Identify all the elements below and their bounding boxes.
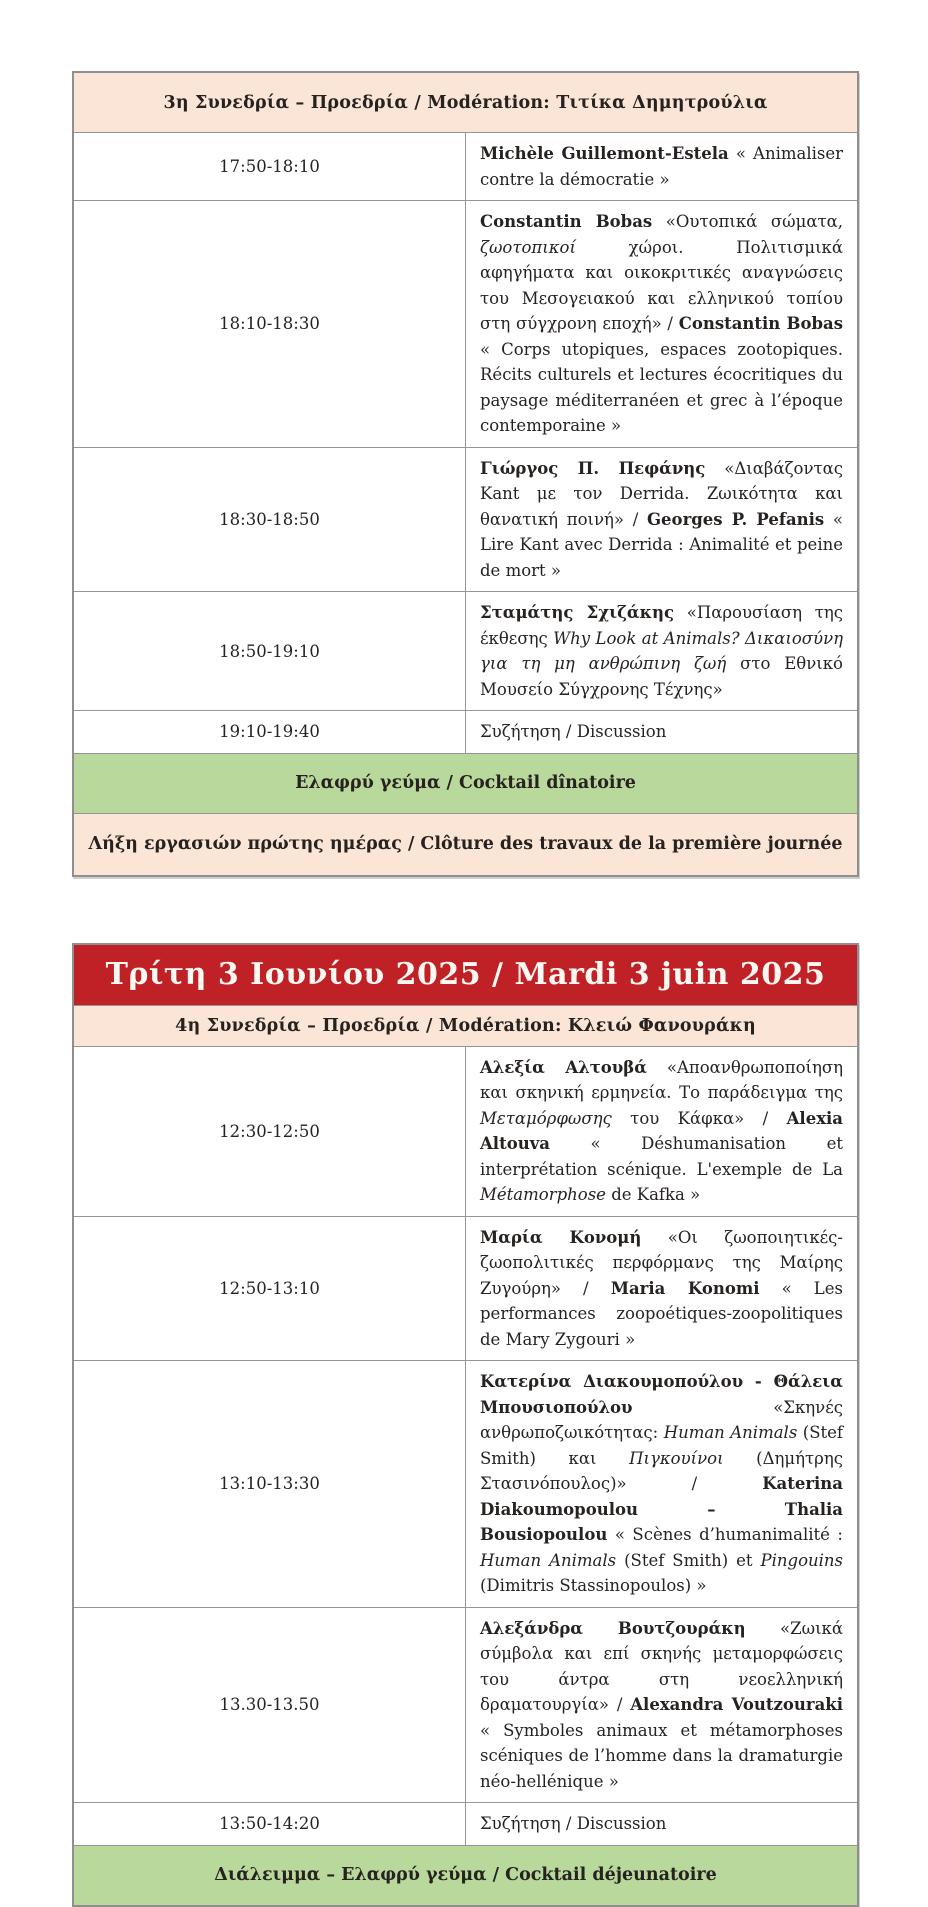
talk-entry: Αλεξάνδρα Βουτζουράκη «Ζωικά σύμβολα και επί σκηνής μεταμορφώσεις του άντρα στη νεοελληνική δραματουργία» / Alexandra Voutzouraki « Symboles animaux et métamorphoses scéniques de l’homme dans la dramaturgie néo-hellénique » <box>466 1607 859 1803</box>
lunch-break-row <box>73 1845 858 1906</box>
time-slot: 12:30-12:50 <box>73 1046 466 1216</box>
time-slot: 19:10-19:40 <box>73 711 466 754</box>
time-slot: 13:50-14:20 <box>73 1803 466 1846</box>
table-row <box>73 1607 858 1803</box>
session3-header: 3η Συνεδρία – Προεδρία / Modération: Τιτίκα Δημητρούλια <box>73 72 858 133</box>
talk-entry: Μαρία Κονομή «Οι ζωοποιητικές-ζωοπολιτικές περφόρμανς της Μαίρης Ζυγούρη» / Maria Konomi « Les performances zoopoétiques-zoopolitiques de Mary Zygouri » <box>466 1216 859 1361</box>
talk-entry: Michèle Guillemont-Estela « Animaliser contre la démocratie » <box>466 133 859 201</box>
day-header-row <box>73 944 858 1006</box>
table-row <box>73 447 858 592</box>
lunch-break-label: Διάλειμμα – Ελαφρύ γεύμα / Cocktail déjeunatoire <box>73 1845 858 1906</box>
time-slot: 12:50-13:10 <box>73 1216 466 1361</box>
time-slot: 17:50-18:10 <box>73 133 466 201</box>
table-row <box>73 201 858 448</box>
table-gap <box>72 877 859 943</box>
day-closing-row <box>73 813 858 876</box>
session4-table <box>72 943 859 1907</box>
talk-entry: Συζήτηση / Discussion <box>466 1803 859 1846</box>
talk-entry: Συζήτηση / Discussion <box>466 711 859 754</box>
table-row <box>73 1216 858 1361</box>
time-slot: 13:10-13:30 <box>73 1361 466 1608</box>
talk-entry: Constantin Bobas «Ουτοπικά σώματα, ζωοτοπικοί χώροι. Πολιτισμικά αφηγήματα και οικοκριτικές αναγνώσεις του Μεσογειακού και ελληνικού τοπίου στη σύγχρονη εποχή» / Constantin Bobas « Corps utopiques, espaces zootopiques. Récits culturels et lectures écocritiques du paysage méditerranéen et grec à l’époque contemporaine » <box>466 201 859 448</box>
time-slot: 13.30-13.50 <box>73 1607 466 1803</box>
session4-header-row <box>73 1005 858 1046</box>
table-row <box>73 592 858 711</box>
session3-header-row <box>73 72 858 133</box>
cocktail-break-label: Ελαφρύ γεύμα / Cocktail dînatoire <box>73 753 858 813</box>
table-row <box>73 133 858 201</box>
time-slot: 18:50-19:10 <box>73 592 466 711</box>
talk-entry: Κατερίνα Διακουμοπούλου - Θάλεια Μπουσιοπούλου «Σκηνές ανθρωποζωικότητας: Human Animals (Stef Smith) και Πιγκουίνοι (Δημήτρης Στασινόπουλος)» / Katerina Diakoumopoulou – Thalia Bousiopoulou « Scènes d’humanimalité : Human Animals (Stef Smith) et Pingouins (Dimitris Stassinopoulos) » <box>466 1361 859 1608</box>
table-row <box>73 1046 858 1216</box>
session3-table <box>72 71 859 877</box>
table-row <box>73 711 858 754</box>
talk-entry: Σταμάτης Σχιζάκης «Παρουσίαση της έκθεσης Why Look at Animals? Δικαιοσύνη για τη μη ανθρώπινη ζωή στο Εθνικό Μουσείο Σύγχρονης Τέχνης» <box>466 592 859 711</box>
table-row <box>73 1803 858 1846</box>
time-slot: 18:10-18:30 <box>73 201 466 448</box>
table-row <box>73 1361 858 1608</box>
talk-entry: Αλεξία Αλτουβά «Αποανθρωποποίηση και σκηνική ερμηνεία. Το παράδειγμα της Μεταμόρφωσης του Κάφκα» / Alexia Altouva « Déshumanisation et interprétation scénique. L'exemple de La Métamorphose de Kafka » <box>466 1046 859 1216</box>
day-header: Τρίτη 3 Ιουνίου 2025 / Mardi 3 juin 2025 <box>73 944 858 1006</box>
cocktail-break-row <box>73 753 858 813</box>
talk-entry: Γιώργος Π. Πεφάνης «Διαβάζοντας Kant με τον Derrida. Ζωικότητα και θανατική ποινή» / Georges P. Pefanis « Lire Kant avec Derrida : Animalité et peine de mort » <box>466 447 859 592</box>
day-closing-label: Λήξη εργασιών πρώτης ημέρας / Clôture des travaux de la première journée <box>73 813 858 876</box>
time-slot: 18:30-18:50 <box>73 447 466 592</box>
program-page <box>72 71 859 1907</box>
session4-header: 4η Συνεδρία – Προεδρία / Modération: Κλειώ Φανουράκη <box>73 1005 858 1046</box>
